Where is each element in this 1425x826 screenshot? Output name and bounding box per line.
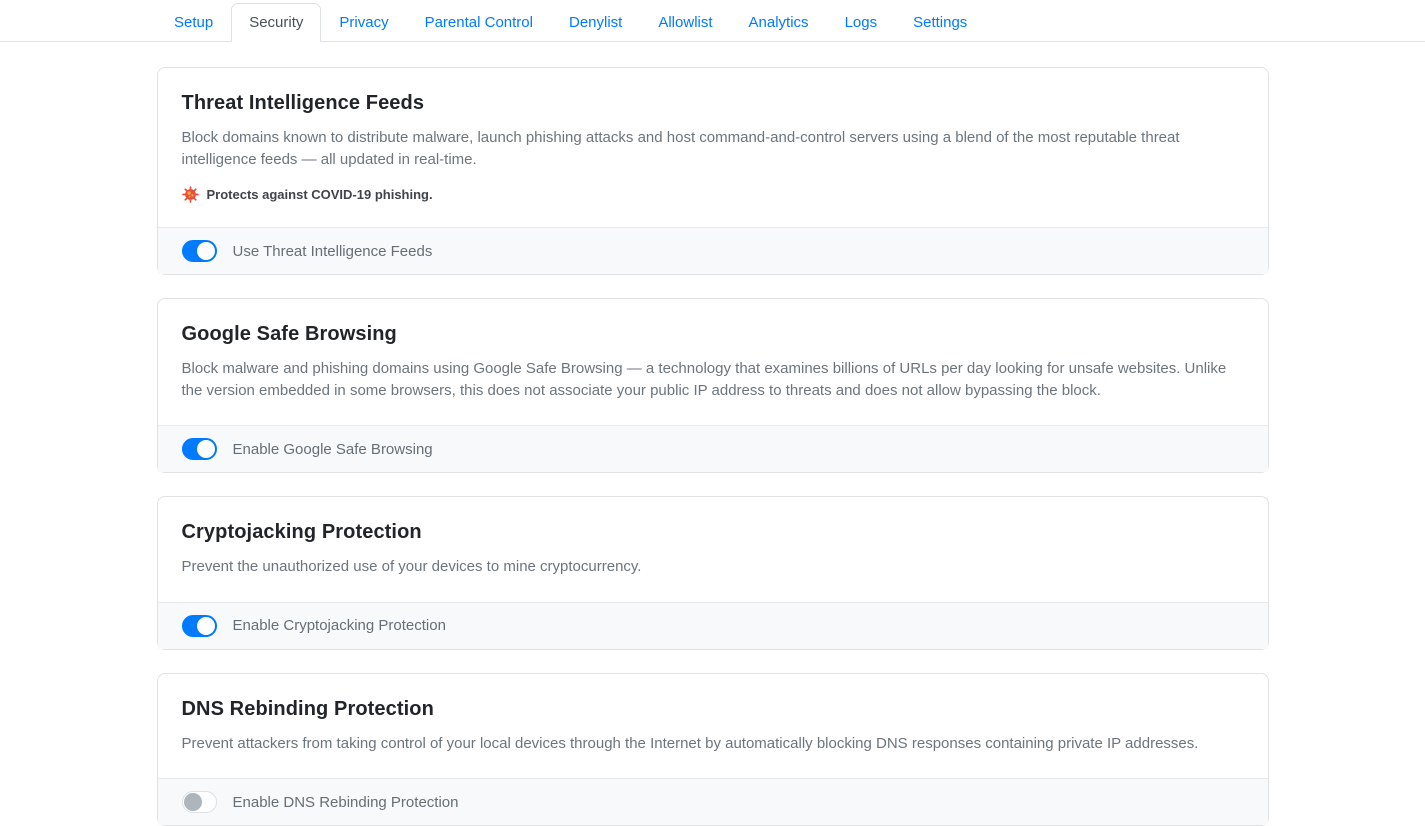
card-dns-rebinding-protection — [157, 673, 1269, 826]
toggle-knob — [197, 242, 215, 260]
settings-tabbar — [0, 0, 1425, 42]
card-footer — [158, 778, 1268, 825]
toggle-label: Enable Google Safe Browsing — [233, 441, 433, 458]
card-cryptojacking-protection — [157, 496, 1269, 650]
toggle-label: Enable DNS Rebinding Protection — [233, 794, 459, 811]
card-title: Cryptojacking Protection — [182, 521, 1244, 544]
card-footer — [158, 602, 1268, 649]
card-footer — [158, 425, 1268, 472]
card-google-safe-browsing — [157, 298, 1269, 473]
card-body — [158, 68, 1268, 227]
covid-note-text: Protects against COVID-19 phishing. — [207, 187, 433, 202]
toggle-knob — [197, 440, 215, 458]
covid-note — [182, 186, 1244, 203]
card-body — [158, 497, 1268, 602]
toggle-knob — [184, 793, 202, 811]
tab-settings[interactable]: Settings — [895, 3, 985, 42]
card-description: Prevent the unauthorized use of your devices to mine cryptocurrency. — [182, 556, 1242, 578]
card-body — [158, 674, 1268, 779]
card-description: Block malware and phishing domains using Google Safe Browsing — a technology that examines billions of URLs per day looking for unsafe websites. Unlike the version embedded in some browsers, this does not associate your public IP address to threats and does not allow bypassing the block. — [182, 358, 1242, 401]
card-footer — [158, 227, 1268, 274]
card-title: Google Safe Browsing — [182, 323, 1244, 346]
tab-allowlist[interactable]: Allowlist — [640, 3, 730, 42]
tab-parental-control[interactable]: Parental Control — [407, 3, 551, 42]
card-threat-intelligence-feeds — [157, 67, 1269, 275]
threat-intelligence-toggle[interactable] — [182, 240, 217, 262]
google-safe-browsing-toggle[interactable] — [182, 438, 217, 460]
card-description: Prevent attackers from taking control of your local devices through the Internet by automatically blocking DNS responses containing private IP addresses. — [182, 733, 1242, 755]
tab-analytics[interactable]: Analytics — [731, 3, 827, 42]
tab-security[interactable]: Security — [231, 3, 321, 42]
toggle-label: Use Threat Intelligence Feeds — [233, 243, 433, 260]
card-body — [158, 299, 1268, 425]
cryptojacking-toggle[interactable] — [182, 615, 217, 637]
toggle-knob — [197, 617, 215, 635]
tab-logs[interactable]: Logs — [827, 3, 896, 42]
dns-rebinding-toggle[interactable] — [182, 791, 217, 813]
tab-privacy[interactable]: Privacy — [321, 3, 406, 42]
card-title: DNS Rebinding Protection — [182, 698, 1244, 721]
card-description: Block domains known to distribute malware, launch phishing attacks and host command-and-control servers using a blend of the most reputable threat intelligence feeds — all updated in real-time. — [182, 127, 1242, 170]
tab-setup[interactable]: Setup — [156, 3, 231, 42]
security-settings-list — [157, 67, 1269, 826]
virus-icon — [182, 186, 199, 203]
card-title: Threat Intelligence Feeds — [182, 92, 1244, 115]
tab-denylist[interactable]: Denylist — [551, 3, 640, 42]
toggle-label: Enable Cryptojacking Protection — [233, 617, 446, 634]
